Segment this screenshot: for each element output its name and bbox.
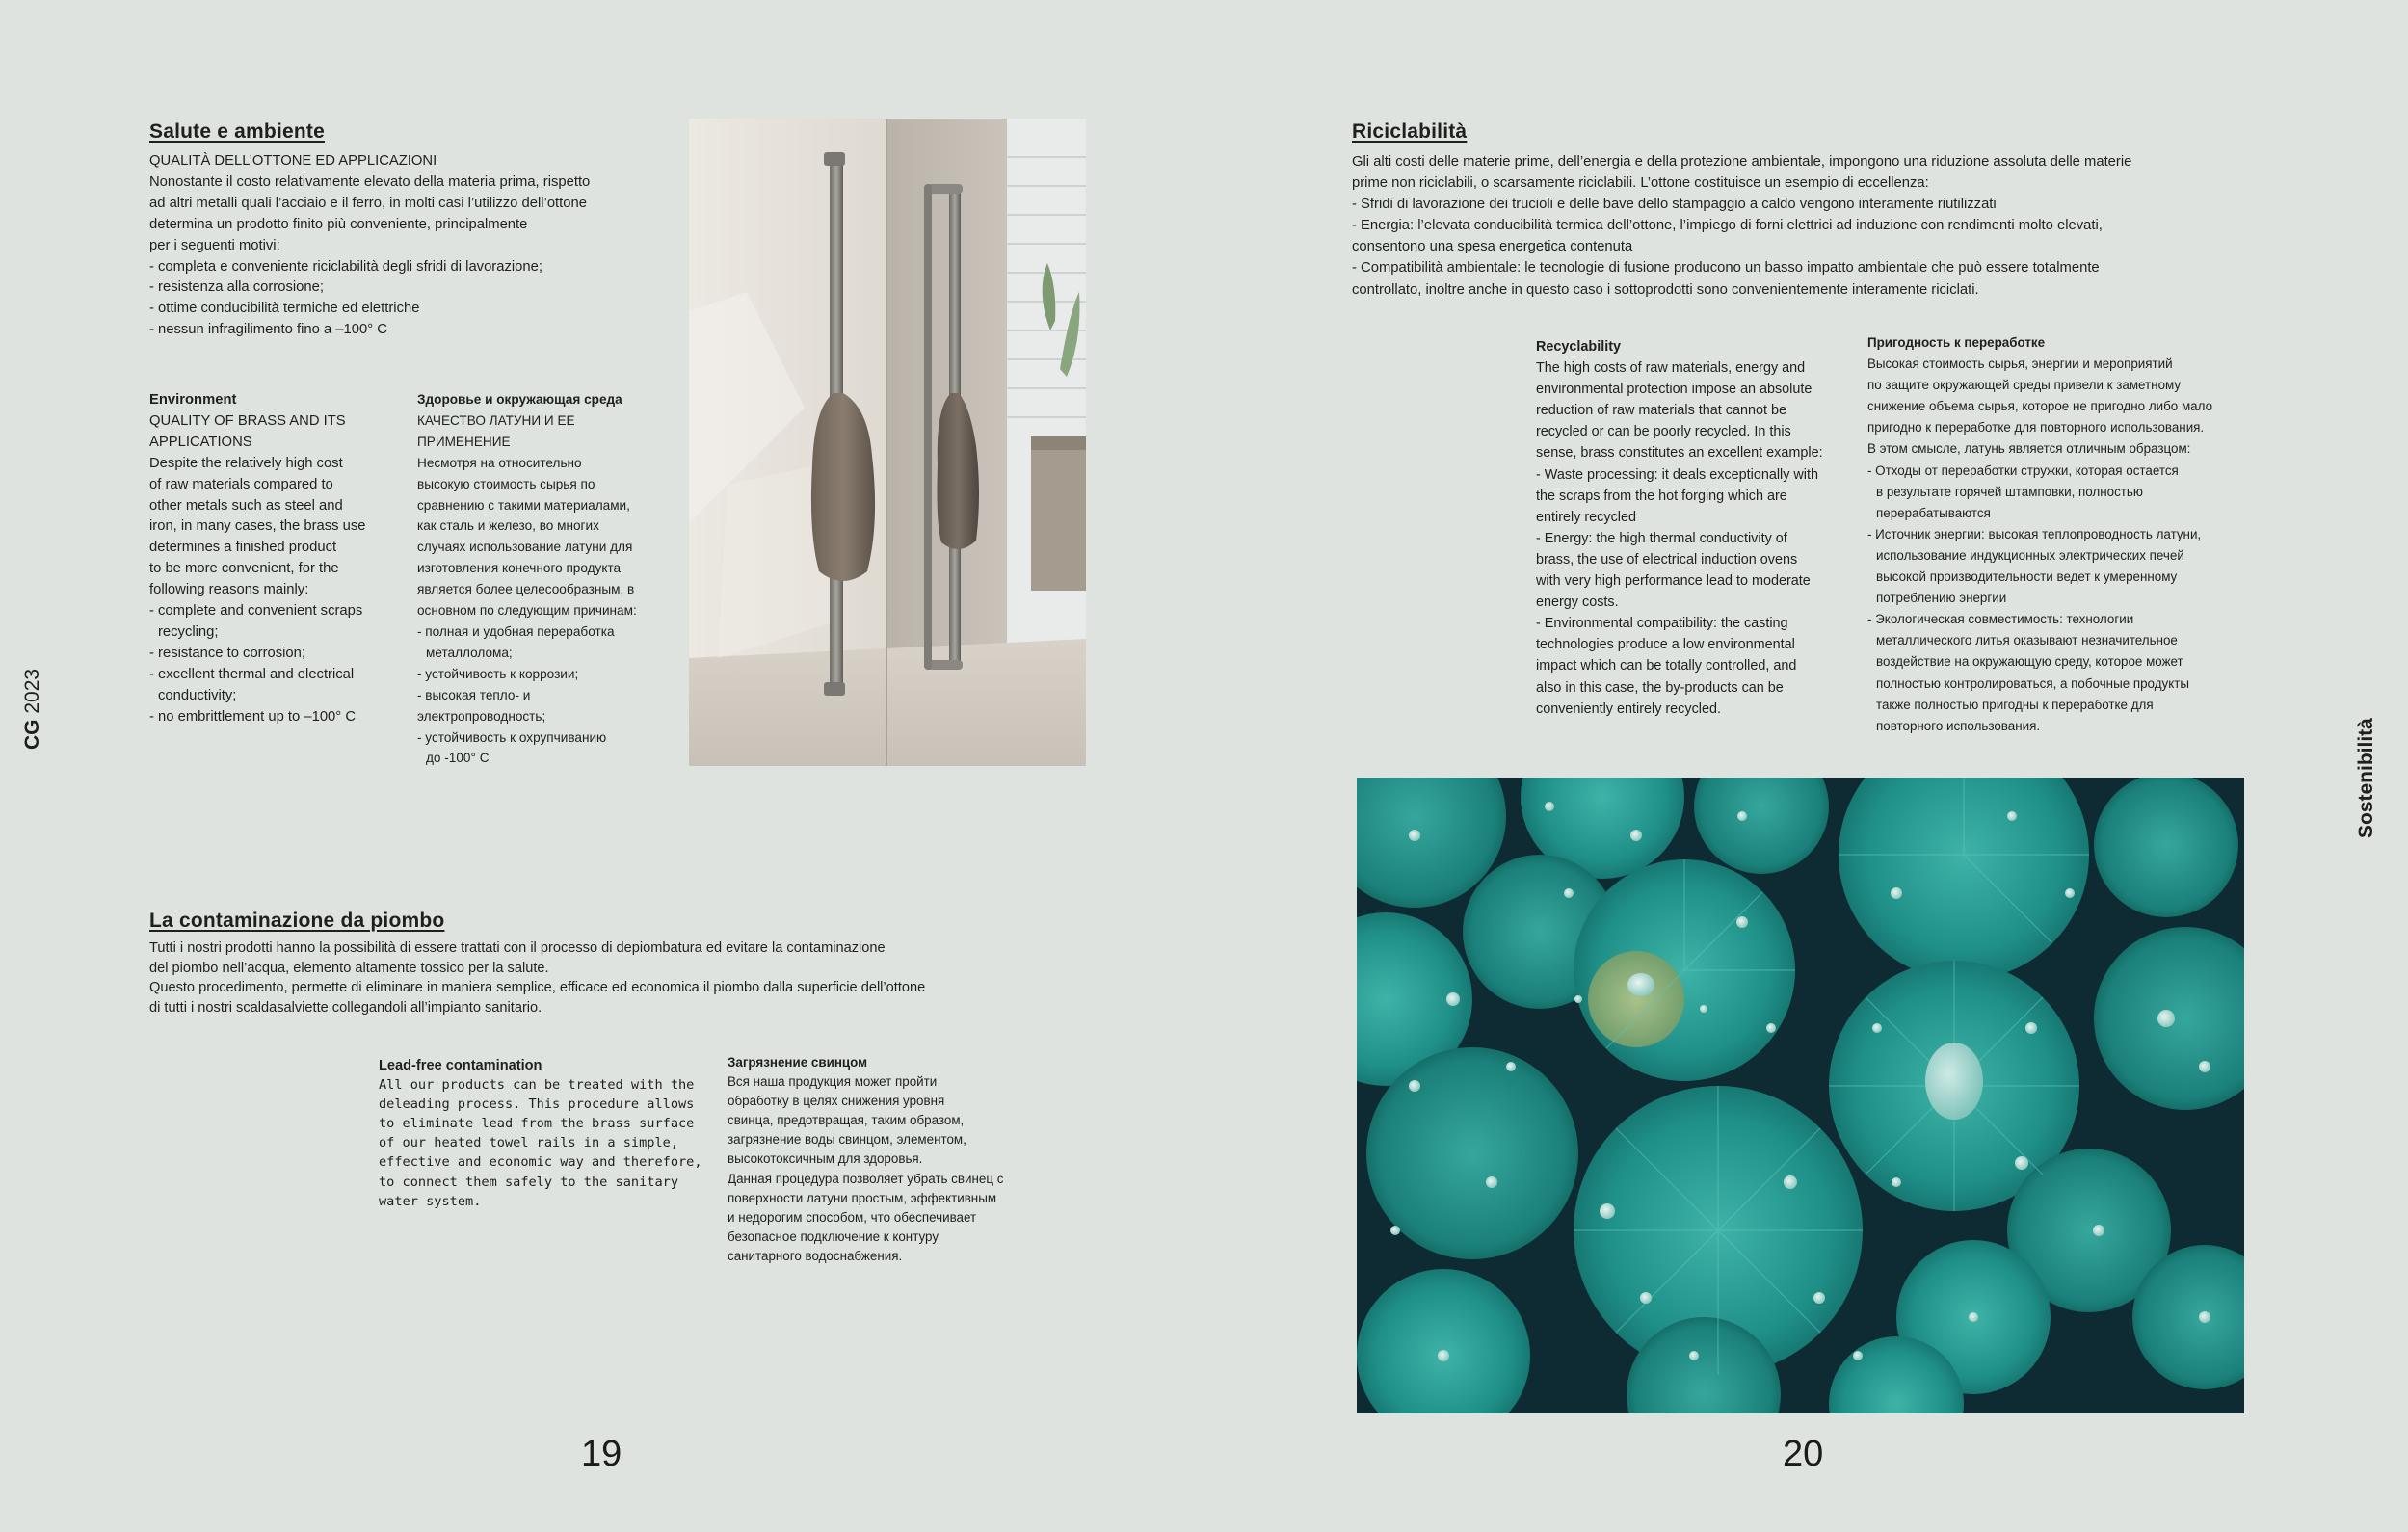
text-line: и недорогим способом, что обеспечивает [728, 1209, 977, 1225]
recyclability-en-title: Recyclability [1536, 339, 1621, 355]
text-line: energy costs. [1536, 594, 1619, 611]
text-line: Despite the relatively high cost [149, 455, 343, 471]
brand-code: CG [21, 719, 43, 750]
towel-rail-photo [689, 119, 1086, 766]
text-line: conveniently entirely recycled. [1536, 700, 1721, 717]
text-line: полностью контролироваться, а побочные продукты [1876, 675, 2189, 691]
text-line: - Compatibilità ambientale: le tecnologie di fusione producono un basso impatto ambientale che può essere totalmente [1352, 260, 2100, 277]
lily-pads-photo [1357, 778, 2244, 1413]
text-line: consentono una spesa energetica contenuta [1352, 239, 1633, 255]
text-line: effective and economic way and therefore, [379, 1154, 702, 1171]
text-line: снижение объема сырья, которое не пригодно либо мало [1867, 399, 2213, 414]
text-line: изготовления конечного продукта [417, 561, 622, 576]
text-line: электропроводность; [417, 708, 546, 724]
text-line: entirely recycled [1536, 509, 1636, 525]
recyclability-it-text [1352, 151, 2131, 301]
text-line: Несмотря на относительно [417, 455, 582, 470]
text-line: All our products can be treated with the [379, 1077, 695, 1094]
text-line: является более целесообразным, в [417, 582, 635, 597]
lead-it-text [149, 938, 925, 1017]
page-number-left: 19 [581, 1434, 622, 1474]
text-line: conductivity; [158, 687, 237, 703]
text-line: потреблению энергии [1876, 591, 2007, 606]
text-line: of our heated towel rails in a simple, [379, 1135, 678, 1151]
text-line: controllato, inoltre anche in questo caso i sottoprodotti sono convenientemente interamente riciclati. [1352, 281, 1979, 298]
lead-ru-text [728, 1053, 1003, 1266]
lead-ru-title: Загрязнение свинцом [728, 1055, 868, 1070]
text-line: - resistenza alla corrosione; [149, 279, 324, 296]
text-line: воздействие на окружающую среду, которое может [1876, 654, 2183, 670]
text-line: - no embrittlement up to –100° C [149, 708, 357, 725]
health-it-text [149, 151, 590, 341]
text-line: to eliminate lead from the brass surface [379, 1116, 695, 1132]
text-line: - Отходы от переработки стружки, которая остается [1867, 462, 2179, 478]
lead-en-text [379, 1056, 702, 1211]
text-line: The high costs of raw materials, energy and [1536, 360, 1806, 377]
text-line: Вся наша продукция может пройти [728, 1074, 938, 1090]
text-line: - excellent thermal and electrical [149, 666, 355, 682]
text-line: - resistance to corrosion; [149, 645, 306, 661]
text-line: основном по следующим причинам: [417, 603, 637, 619]
text-line: высокую стоимость сырья по [417, 476, 595, 491]
text-line: КАЧЕСТВО ЛАТУНИ И ЕЕ [417, 412, 575, 428]
text-line: technologies produce a low environmental [1536, 637, 1795, 653]
text-line: ПРИМЕНЕНИЕ [417, 434, 511, 449]
text-line: - полная и удобная переработка [417, 623, 615, 639]
text-line: пригодно к переработке для повторного использования. [1867, 420, 2205, 436]
text-line: Questo procedimento, permette di eliminare in maniera semplice, efficace ed economica il piombo dalla superficie dell’ottone [149, 980, 926, 995]
text-line: - nessun infragilimento fino a –100° C [149, 322, 387, 338]
text-line: использование индукционных электрических печей [1876, 547, 2184, 563]
text-line: - Energy: the high thermal conductivity of [1536, 530, 1787, 546]
text-line: the scraps from the hot forging which are [1536, 488, 1787, 504]
text-line: - Waste processing: it deals exceptionally with [1536, 466, 1819, 483]
text-line: - Sfridi di lavorazione dei trucioli e delle bave dello stampaggio a caldo vengono interamente riutilizzati [1352, 197, 1997, 213]
text-line: также полностью пригодны к переработке для [1876, 697, 2154, 712]
health-heading: Salute e ambiente [149, 120, 325, 143]
text-line: determina un prodotto finito più conveniente, principalmente [149, 216, 528, 232]
text-line: санитарного водоснабжения. [728, 1248, 903, 1263]
page-number-right: 20 [1783, 1434, 1824, 1474]
recyclability-ru-title: Пригодность к переработке [1867, 335, 2046, 350]
text-line: also in this case, the by-products can be [1536, 679, 1784, 696]
text-line: brass, the use of electrical induction ovens [1536, 551, 1798, 568]
text-line: di tutti i nostri scaldasalviette collegandoli all’impianto sanitario. [149, 999, 542, 1016]
text-line: по защите окружающей среды привели к заметному [1867, 378, 2182, 393]
text-line: - ottime conducibilità termiche ed elettriche [149, 301, 420, 317]
text-line: APPLICATIONS [149, 434, 252, 450]
text-line: - Energia: l’elevata conducibilità termica dell’ottone, l’impiego di forni elettrici ad induzione con rendimenti molto elevati, [1352, 218, 2103, 234]
lead-heading: La contaminazione da piombo [149, 910, 445, 932]
text-line: following reasons mainly: [149, 582, 309, 598]
health-ru-text [417, 389, 637, 769]
health-en-text [149, 390, 366, 728]
text-line: - устойчивость к коррозии; [417, 666, 579, 681]
text-line: ad altri metalli quali l’acciaio e il ferro, in molti casi l’utilizzo dell’ottone [149, 195, 587, 211]
text-line: до -100° С [426, 751, 490, 766]
text-line: - Environmental compatibility: the casting [1536, 616, 1788, 632]
health-ru-title: Здоровье и окружающая среда [417, 392, 622, 407]
text-line: - высокая тепло- и [417, 687, 531, 702]
text-line: Высокая стоимость сырья, энергии и мероприятий [1867, 357, 2173, 372]
health-en-title: Environment [149, 392, 237, 408]
text-line: обработку в целях снижения уровня [728, 1094, 945, 1109]
text-line: в результате горячей штамповки, полностью [1876, 484, 2143, 499]
text-line: sense, brass constitutes an excellent example: [1536, 445, 1823, 462]
text-line: - устойчивость к охрупчиванию [417, 729, 607, 745]
text-line: высокотоксичным для здоровья. [728, 1151, 923, 1167]
lead-en-title: Lead-free contamination [379, 1058, 542, 1073]
text-line: prime non riciclabili, o scarsamente riciclabili. L’ottone costituisce un esempio di eccellenza: [1352, 175, 1929, 192]
text-line: металлического литья оказывают незначительное [1876, 633, 2178, 648]
left-sidebar-label [21, 663, 50, 750]
text-line: перерабатываются [1876, 505, 1991, 520]
text-line: повторного использования. [1876, 718, 2041, 733]
brand-year: 2023 [21, 668, 43, 714]
text-line: высокой производительности ведет к умеренному [1876, 569, 2178, 585]
text-line: recycling; [158, 623, 219, 640]
text-line: impact which can be totally controlled, and [1536, 658, 1797, 674]
lily-pads-illustration [1357, 778, 2244, 1413]
text-line: del piombo nell’acqua, elemento altamente tossico per la salute. [149, 960, 549, 976]
text-line: сравнению с такими материалами, [417, 497, 630, 513]
text-line: water system. [379, 1193, 482, 1209]
text-line: QUALITÀ DELL’OTTONE ED APPLICAZIONI [149, 153, 437, 169]
text-line: свинца, предотвращая, таким образом, [728, 1113, 965, 1128]
text-line: как сталь и железо, во многих [417, 518, 599, 534]
text-line: environmental protection impose an absolute [1536, 382, 1813, 398]
text-line: other metals such as steel and [149, 497, 343, 514]
text-line: В этом смысле, латунь является отличным образцом: [1867, 441, 2191, 457]
towel-rail-illustration [689, 119, 1086, 766]
recyclability-en-text [1536, 336, 1823, 720]
text-line: determines a finished product [149, 540, 337, 556]
text-line: загрязнение воды свинцом, элементом, [728, 1132, 966, 1148]
text-line: безопасное подключение к контуру [728, 1228, 939, 1244]
right-sidebar-label [2355, 718, 2378, 838]
text-line: Данная процедура позволяет убрать свинец с [728, 1171, 1004, 1186]
text-line: Nonostante il costo relativamente elevato della materia prima, rispetto [149, 173, 591, 190]
text-line: - Экологическая совместимость: технологии [1867, 612, 2134, 627]
text-line: - completa e conveniente riciclabilità degli sfridi di lavorazione; [149, 258, 542, 275]
text-line: металлолома; [426, 645, 513, 660]
text-line: reduction of raw materials that cannot be [1536, 403, 1786, 419]
text-line: - Источник энергии: высокая теплопроводность латуни, [1867, 526, 2202, 541]
text-line: with very high performance lead to moderate [1536, 573, 1811, 590]
text-line: QUALITY OF BRASS AND ITS [149, 412, 346, 429]
text-line: iron, in many cases, the brass use [149, 518, 366, 535]
text-line: of raw materials compared to [149, 476, 333, 492]
text-line: deleading process. This procedure allows [379, 1096, 695, 1113]
section-label: Sostenibilità [2355, 718, 2377, 838]
recyclability-heading: Riciclabilità [1352, 120, 1468, 143]
recyclability-ru-text [1867, 332, 2212, 737]
text-line: to connect them safely to the sanitary [379, 1174, 678, 1190]
text-line: случаях использование латуни для [417, 540, 633, 555]
text-line: - complete and convenient scraps [149, 603, 363, 620]
text-line: to be more convenient, for the [149, 561, 339, 577]
text-line: per i seguenti motivi: [149, 237, 280, 253]
text-line: Gli alti costi delle materie prime, dell’energia e della protezione ambientale, impongono una riduzione assoluta delle materie [1352, 154, 2132, 170]
text-line: Tutti i nostri prodotti hanno la possibilità di essere trattati con il processo di depiombatura ed evitare la contaminazione [149, 940, 886, 956]
text-line: recycled or can be poorly recycled. In this [1536, 424, 1791, 440]
text-line: поверхности латуни простым, эффективным [728, 1190, 997, 1205]
